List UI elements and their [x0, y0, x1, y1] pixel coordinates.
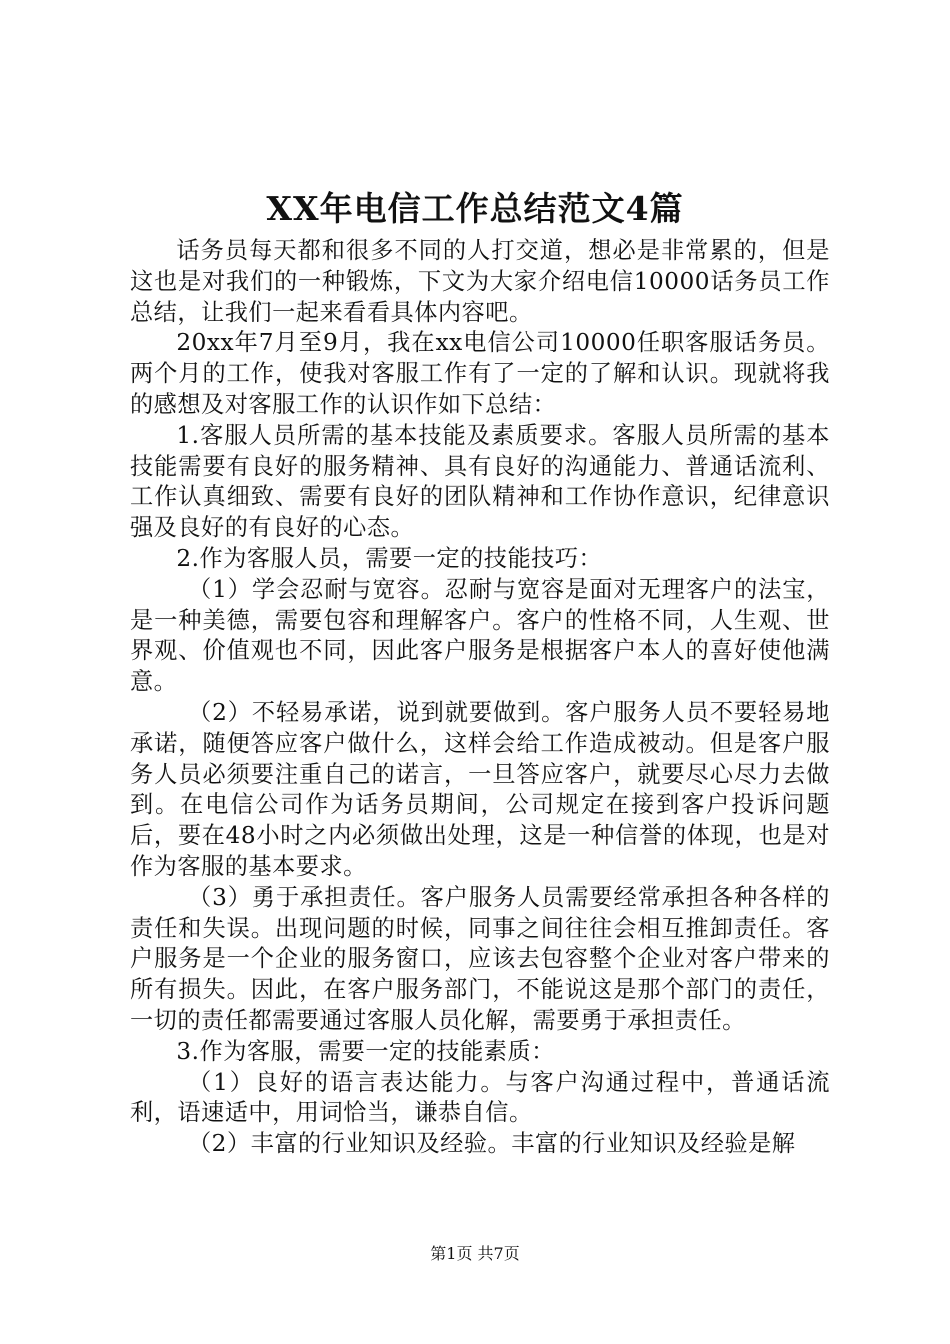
page-number-footer: 第1页 共7页 [430, 1244, 520, 1263]
paragraph-point-2-2: （2）不轻易承诺，说到就要做到。客户服务人员不要轻易地承诺，随便答应客户做什么，这样会给工作造成被动。但是客户服务人员必须要注重自己的诺言，一旦答应客户，就要尽心尽力去做到。在电信公司作为话务员期间，公司规定在接到客户投诉问题后，要在48小时之内必须做出处理，这是一种信誉的体现，也是对作为客服的基本要求。 [130, 698, 830, 880]
paragraph-background: 20xx年7月至9月，我在xx电信公司10000任职客服话务员。两个月的工作，使我对客服工作有了一定的了解和认识。现就将我的感想及对客服工作的认识作如下总结： [130, 329, 830, 418]
paragraph-point-3-2: （2）丰富的行业知识及经验。丰富的行业知识及经验是解 [188, 1130, 796, 1158]
paragraph-point-2-3: （3）勇于承担责任。客户服务人员需要经常承担各种各样的责任和失误。出现问题的时候，同事之间往往会相互推卸责任。客户服务是一个企业的服务窗口，应该去包容整个企业对客户带来的所有损失。因此，在客户服务部门，不能说这是那个部门的责任，一切的责任都需要通过客服人员化解，需要勇于承担责任。 [130, 883, 830, 1034]
paragraph-point-1: 1.客服人员所需的基本技能及素质要求。客服人员所需的基本技能需要有良好的服务精神、具有良好的沟通能力、普通话流利、工作认真细致、需要有良好的团队精神和工作协作意识，纪律意识强及良好的有良好的心态。 [130, 421, 830, 542]
document-body [130, 236, 830, 1160]
paragraph-point-3: 3.作为客服，需要一定的技能素质： [176, 1037, 555, 1065]
document-title: XX年电信工作总结范文4篇 [266, 189, 684, 228]
paragraph-point-2-1: （1）学会忍耐与宽容。忍耐与宽容是面对无理客户的法宝，是一种美德，需要包容和理解客户。客户的性格不同，人生观、世界观、价值观也不同，因此客户服务是根据客户本人的喜好使他满意。 [130, 575, 830, 696]
paragraph-point-3-1: （1）良好的语言表达能力。与客户沟通过程中，普通话流利，语速适中，用词恰当，谦恭自信。 [130, 1068, 830, 1127]
paragraph-intro: 话务员每天都和很多不同的人打交道，想必是非常累的，但是这也是对我们的一种锻炼，下文为大家介绍电信10000话务员工作总结，让我们一起来看看具体内容吧。 [130, 237, 830, 326]
paragraph-point-2: 2.作为客服人员，需要一定的技能技巧： [176, 544, 603, 572]
